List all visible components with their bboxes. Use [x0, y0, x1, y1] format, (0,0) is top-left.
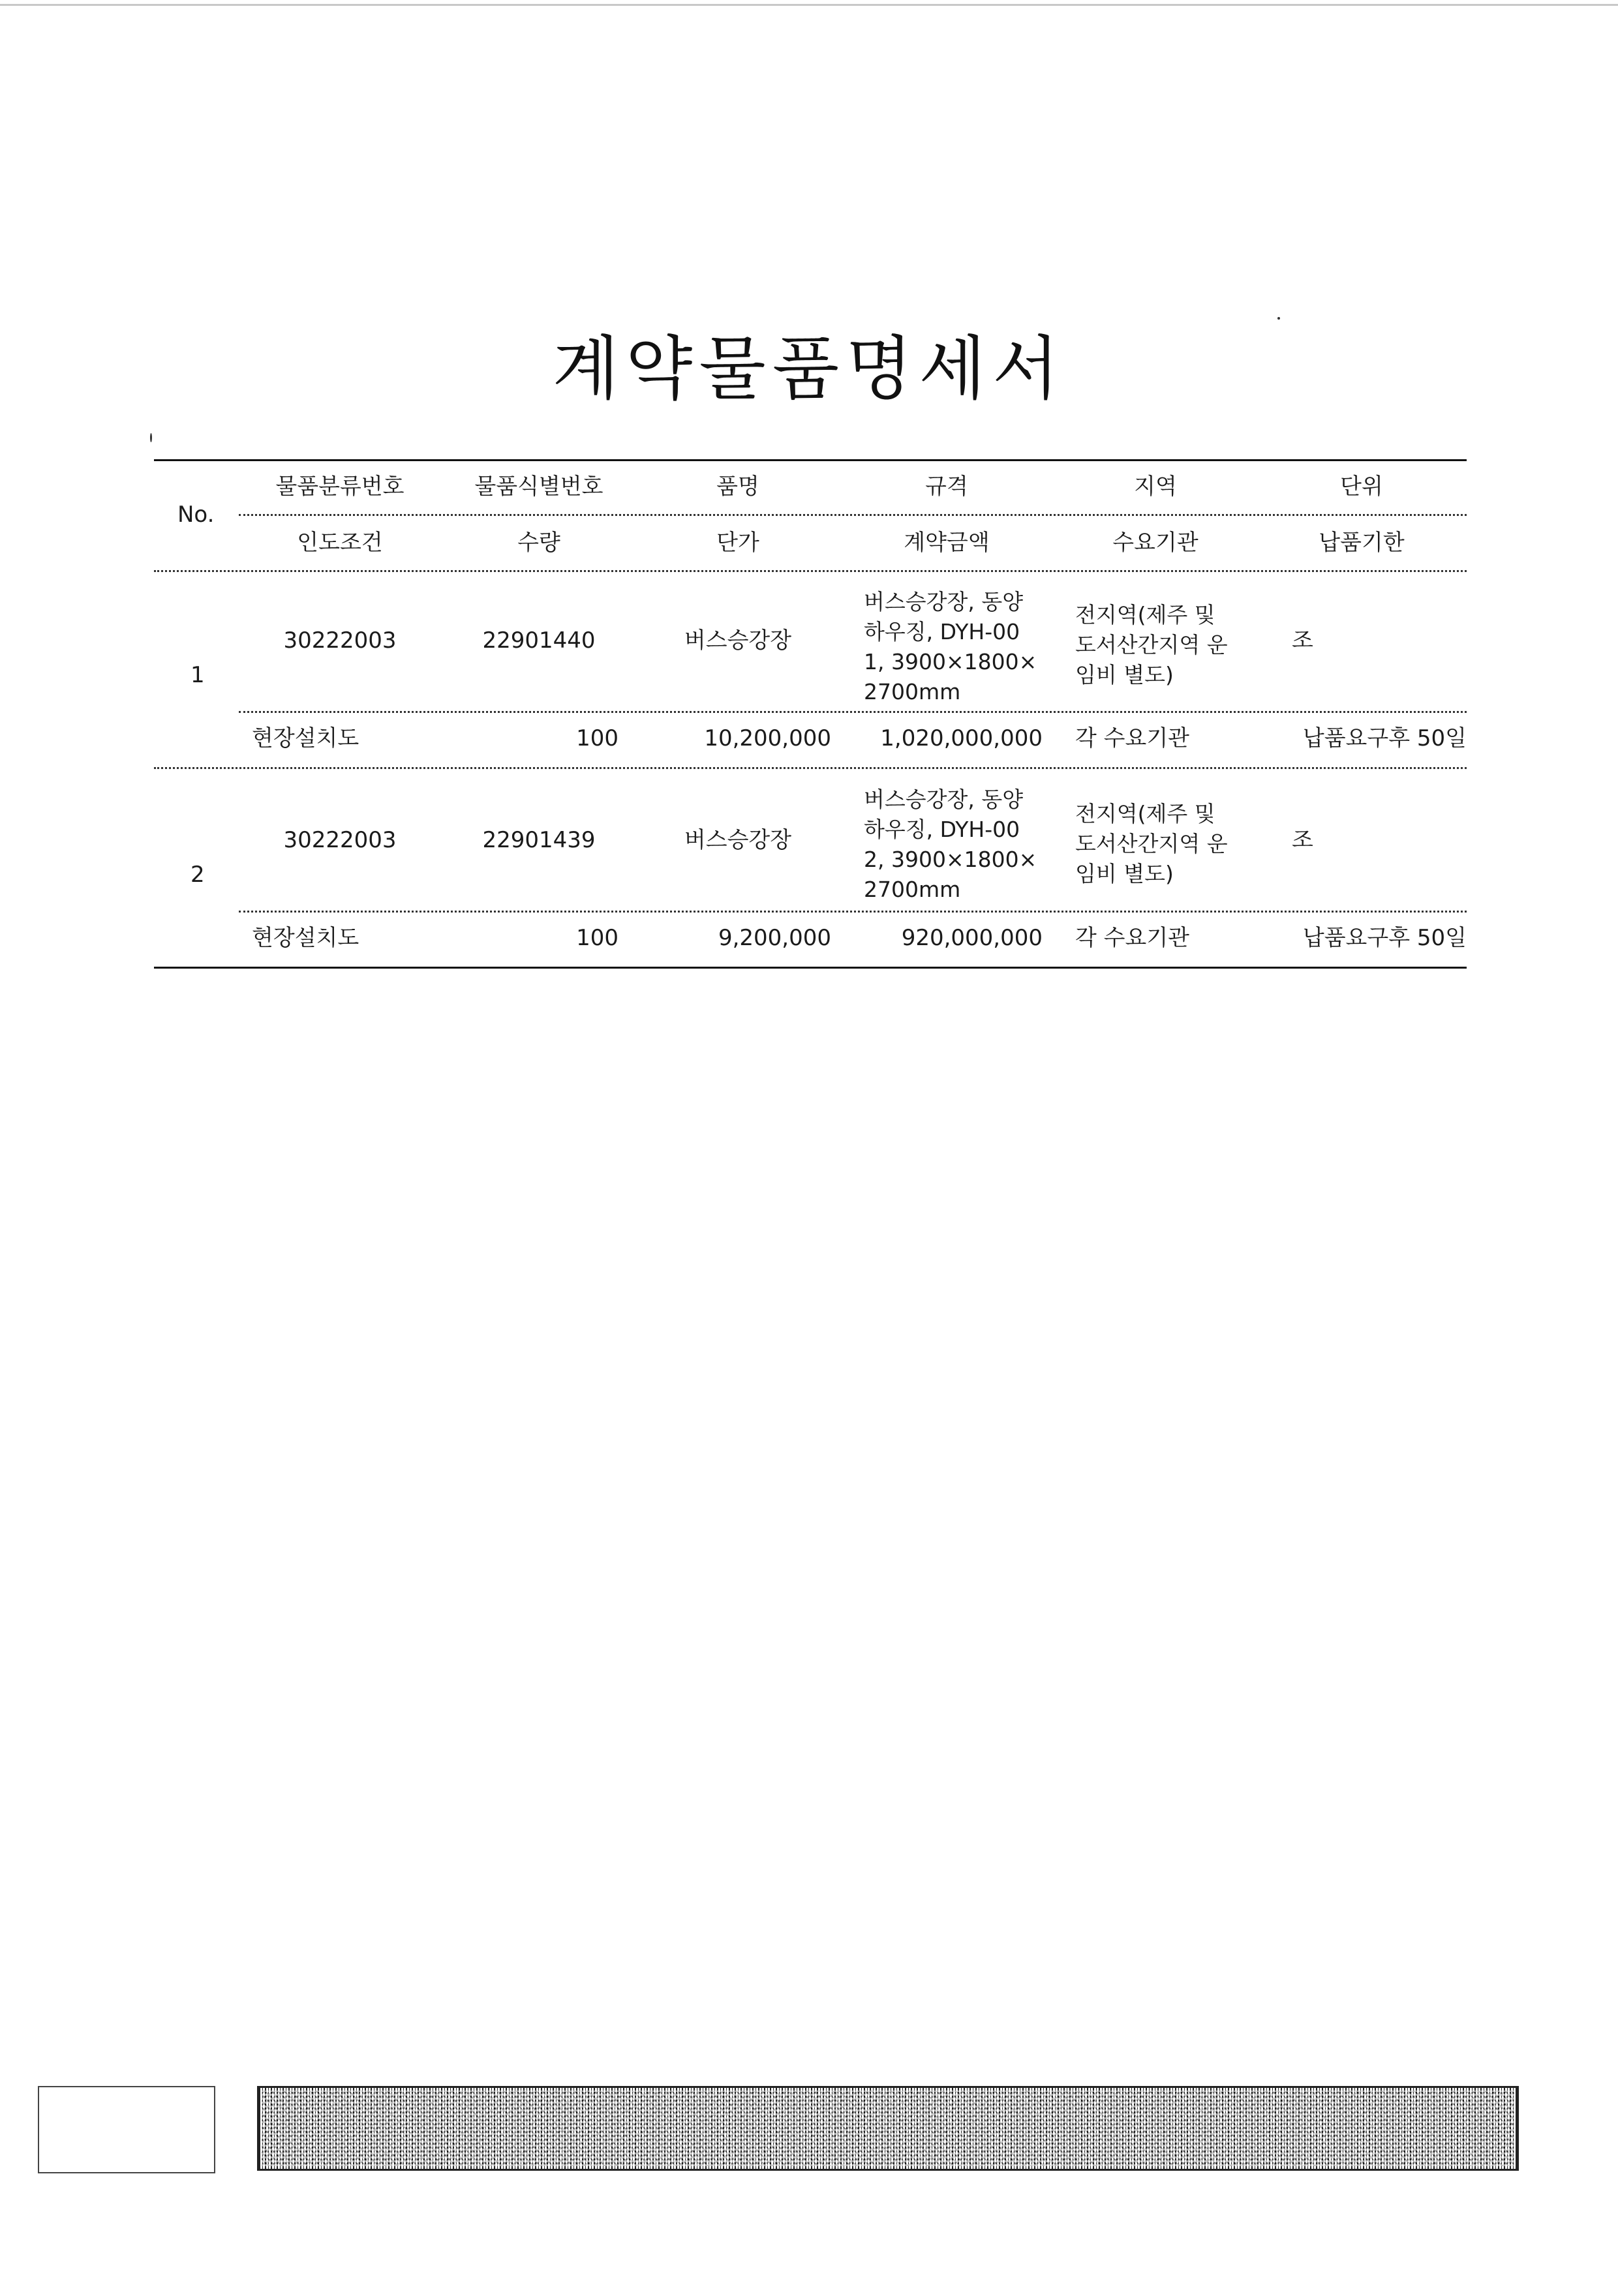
- item-contract-amount: 1,020,000,000: [880, 725, 1043, 751]
- document-title: 계약물품명세서: [552, 329, 1066, 410]
- scan-speck: [150, 433, 152, 442]
- barcode-pattern: [262, 2091, 1514, 2166]
- item-region: 전지역(제주 및 도서산간지역 운 임비 별도): [1075, 801, 1228, 886]
- item-unit: 조: [1292, 627, 1313, 654]
- item-unit-price: 10,200,000: [704, 725, 831, 751]
- item-no: 1: [191, 661, 205, 688]
- item-quantity: 100: [576, 725, 618, 751]
- stamp-box: [38, 2086, 215, 2173]
- item-deadline: 납품요구후 50일: [1302, 924, 1467, 951]
- header-region: 지역: [1134, 473, 1177, 500]
- item-delivery-terms: 현장설치도: [252, 725, 359, 751]
- header-mid-rule: [239, 514, 1467, 516]
- item1-mid-rule: [239, 711, 1467, 713]
- item-unit-price: 9,200,000: [718, 924, 831, 951]
- item-table: [154, 459, 1467, 971]
- item-classification-no: 30222003: [283, 826, 397, 853]
- item-no: 2: [191, 861, 205, 888]
- item-unit: 조: [1292, 826, 1313, 853]
- item-agency: 각 수요기관: [1075, 924, 1190, 951]
- header-deadline: 납품기한: [1319, 529, 1405, 556]
- table-top-rule: [154, 459, 1467, 461]
- header-contract-amount: 계약금액: [904, 529, 990, 556]
- item-name: 버스승강장: [684, 627, 792, 654]
- header-unit-price: 단가: [716, 529, 759, 556]
- item-region: 전지역(제주 및 도서산간지역 운 임비 별도): [1075, 602, 1228, 687]
- item-deadline: 납품요구후 50일: [1302, 725, 1467, 751]
- item2-mid-rule: [239, 911, 1467, 913]
- item-spec: 버스승강장, 동양 하우징, DYH-00 1, 3900×1800× 2700mm: [864, 589, 1037, 704]
- header-bottom-rule: [154, 570, 1467, 572]
- document-barcode: [257, 2086, 1519, 2171]
- header-item-name: 품명: [716, 473, 759, 500]
- header-classification-no: 물품분류번호: [275, 473, 404, 500]
- item-separator-rule: [154, 767, 1467, 769]
- item-delivery-terms: 현장설치도: [252, 924, 359, 951]
- header-no: No.: [177, 501, 215, 528]
- header-spec: 규격: [925, 473, 968, 500]
- header-agency: 수요기관: [1112, 529, 1198, 556]
- item-agency: 각 수요기관: [1075, 725, 1190, 751]
- item-name: 버스승강장: [684, 826, 792, 853]
- item-quantity: 100: [576, 924, 618, 951]
- item-classification-no: 30222003: [283, 627, 397, 654]
- scan-edge: [0, 4, 1618, 6]
- header-quantity: 수량: [517, 529, 560, 556]
- header-unit: 단위: [1340, 473, 1383, 500]
- header-identification-no: 물품식별번호: [474, 473, 603, 500]
- item-contract-amount: 920,000,000: [901, 924, 1043, 951]
- item-identification-no: 22901440: [482, 627, 596, 654]
- item-spec: 버스승강장, 동양 하우징, DYH-00 2, 3900×1800× 2700mm: [864, 787, 1037, 902]
- table-bottom-rule: [154, 967, 1467, 969]
- header-delivery-terms: 인도조건: [297, 529, 383, 556]
- item-identification-no: 22901439: [482, 826, 596, 853]
